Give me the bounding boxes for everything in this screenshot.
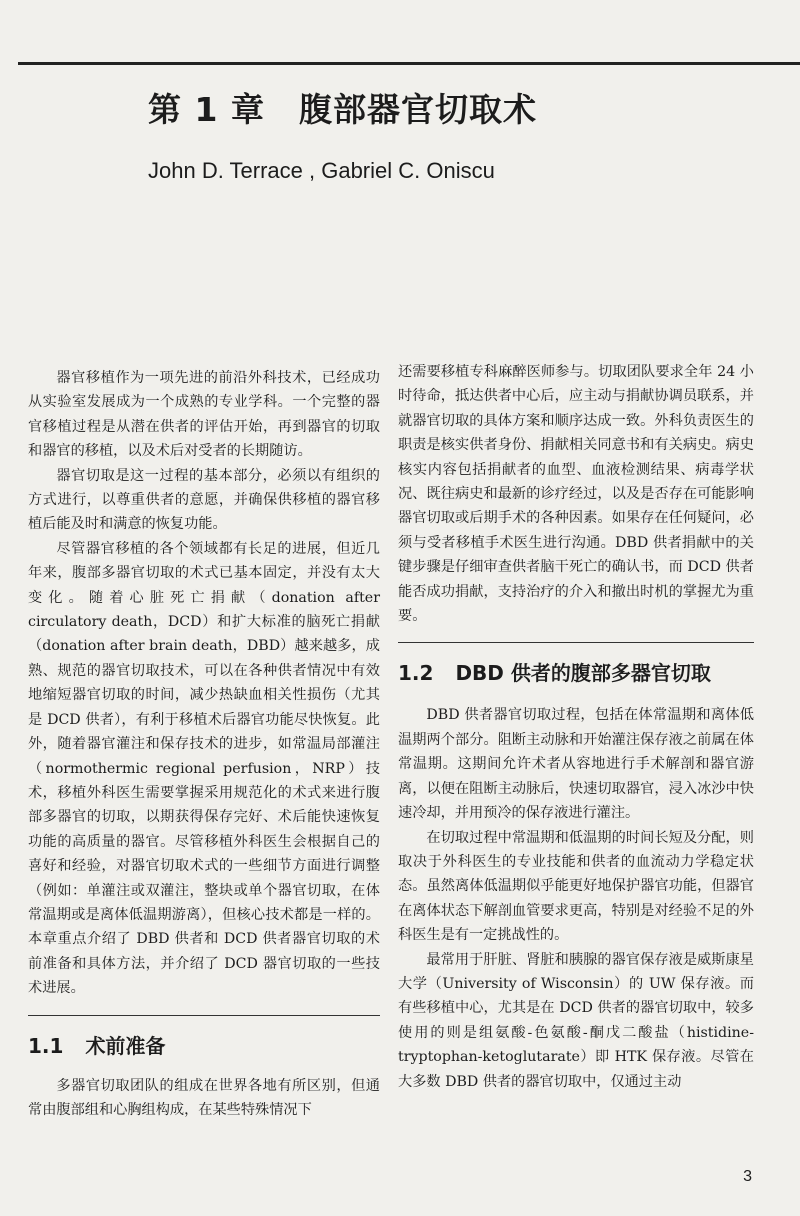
paragraph: 还需要移植专科麻醉医师参与。切取团队要求全年 24 小时待命，抵达供者中心后，应主动与捐献协调员联系，并就器官切取的具体方案和顺序达成一致。外科负责医生的职责是核实供者身份、捐献相关同意书和有关病史。病史核实内容包括捐献者的血型、血液检测结果、病毒学状况、既往病史和最新的诊疗经过，以及是否存在可能影响器官切取或后期手术的各种因素。如果存在任何疑问，必须与受者移植手术医生进行沟通。DBD 供者捐献中的关键步骤是仔细审查供者脑干死亡的确认书，而 DCD 供者能否成功捐献，支持治疗的介入和撤出时机的掌握尤为重要。	[398, 364, 754, 625]
paragraph: 器官移植作为一项先进的前沿外科技术，已经成功从实验室发展成为一个成熟的专业学科。一个完整的器官移植过程是从潜在供者的评估开始，再到器官的切取和器官的移植，以及术后对受者的长期随访。	[28, 370, 380, 460]
paragraph: 尽管器官移植的各个领域都有长足的进展，但近几年来，腹部多器官切取的术式已基本固定，并没有太大变化。随着心脏死亡捐献（donation after circulatory death，DCD）和扩大标准的脑死亡捐献（donation after brain death，DBD）越来越多，成熟、规范的器官切取技术，可以在各种供者情况中有效地缩短器官切取的时间，减少热缺血相关性损伤（尤其是 DCD 供者），有利于移植术后器官功能尽快恢复。此外，随着器官灌注和保存技术的进步，如常温局部灌注（normothermic regional perfusion，NRP）技术，移植外科医生需要掌握采用规范化的术式来进行腹部多器官的切取，以期获得保存完好、术后能快速恢复功能的高质量的器官。尽管移植外科医生会根据自己的喜好和经验，对器官切取术式的一些细节方面进行调整（例如：单灌注或双灌注，整块或单个器官切取，在体常温期或是离体低温期游离），但核心技术都是一样的。本章重点介绍了 DBD 供者和 DCD 供者器官切取的术前准备和具体方法，并介绍了 DCD 器官切取的一些技术进展。	[28, 540, 380, 997]
section-number: 1.2	[398, 661, 434, 686]
top-rule	[18, 62, 800, 65]
paragraph: 在切取过程中常温期和低温期的时间长短及分配，则取决于外科医生的专业技能和供者的血流动力学稳定状态。虽然离体低温期似乎能更好地保护器官功能，但器官在离体状态下解剖血管要求更高，特别是对经验不足的外科医生是有一定挑战性的。	[398, 829, 754, 944]
chapter-title	[148, 84, 537, 131]
authors: John D. Terrace , Gabriel C. Oniscu	[148, 158, 495, 183]
section-heading-1-1	[28, 1015, 380, 1074]
section-title: DBD 供者的腹部多器官切取	[455, 661, 711, 686]
paragraph: 器官切取是这一过程的基本部分，必须以有组织的方式进行，以尊重供者的意愿，并确保供移植的器官移植后能及时和满意的恢复功能。	[28, 467, 380, 533]
chapter-number: 第 1 章	[148, 90, 265, 129]
left-column	[28, 366, 380, 1122]
paragraph: DBD 供者器官切取过程，包括在体常温期和离体低温期两个部分。阻断主动脉和开始灌注保存液之前属在体常温期。这期间允许术者从容地进行手术解剖和器官游离，以便在阻断主动脉后，快速切取器官，浸入冰沙中快速冷却，并用预冷的保存液进行灌注。	[398, 707, 754, 822]
chapter-name: 腹部器官切取术	[298, 90, 537, 129]
section-heading-1-2	[398, 642, 754, 701]
section-title: 术前准备	[85, 1033, 166, 1058]
page-number: 3	[743, 1168, 752, 1185]
section-number: 1.1	[28, 1033, 64, 1058]
paragraph: 最常用于肝脏、肾脏和胰腺的器官保存液是威斯康星大学（University of Wisconsin）的 UW 保存液。而有些移植中心，尤其是在 DCD 供者的器官切取中，较多使用的则是组氨酸-色氨酸-酮戊二酸盐（histidine-tryptophan-ketoglutarate）即 HTK 保存液。尽管在大多数 DBD 供者的器官切取中，仅通过主动	[398, 951, 754, 1090]
paragraph: 多器官切取团队的组成在世界各地有所区别，但通常由腹部组和心胸组构成，在某些特殊情况下	[28, 1077, 380, 1118]
right-column	[398, 360, 754, 1094]
